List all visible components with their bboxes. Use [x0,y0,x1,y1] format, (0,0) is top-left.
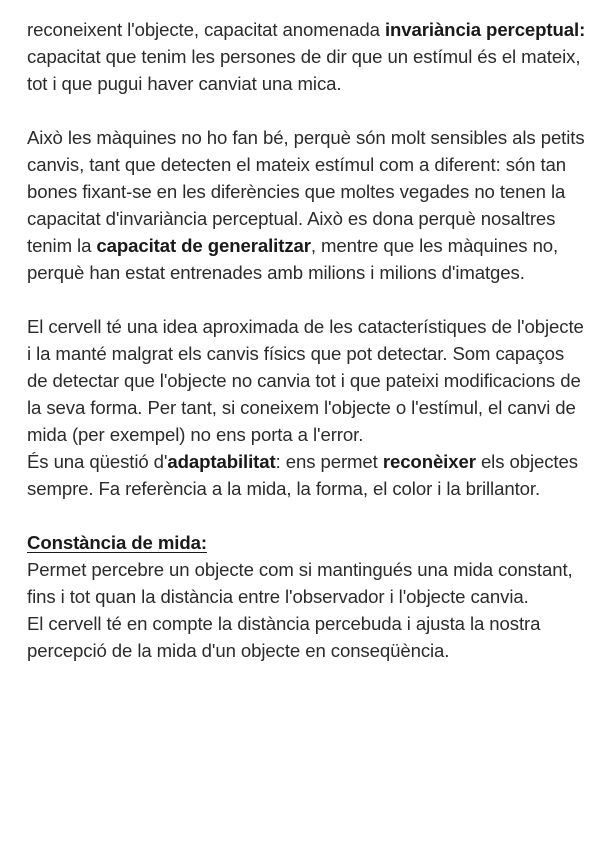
paragraph-adaptability [27,448,587,502]
bold-term-invariance: invariància perceptual: [384,19,586,40]
text-run: És una qüestió d' [27,451,168,472]
paragraph-invariance [27,16,587,97]
paragraph-machines [27,124,587,286]
paragraph-distance: El cervell té en compte la distància percebuda i ajusta la nostra percepció de la mida d'un objecte en conseqüència. [27,613,541,661]
paragraph-size-constancy: Permet percebre un objecte com si mantingués una mida constant, fins i tot quan la distància entre l'observador i l'objecte canvia. [27,559,573,607]
text-run: Això les màquines no ho fan bé, perquè són molt sensibles als petits canvis, tant que detecten el mateix estímul com a diferent: són tan bones fixant-se en les diferències que moltes vegades no tenen la capacitat d'invariància perceptual. Això es dona perquè nosaltres tenim la [27,127,585,256]
text-run: reconeixent l'objecte, capacitat anomenada [27,19,385,40]
section-heading: Constància de mida: [27,532,207,553]
bold-term-generalize: capacitat de generalitzar [96,235,311,256]
text-run: els objectes sempre. Fa referència a la mida, la forma, el color i la brillantor. [27,451,578,499]
bold-term-recognize: reconèixer [382,451,476,472]
text-run: , mentre que les màquines no, perquè han estat entrenades amb milions i milions d'imatges. [27,235,559,283]
paragraph-brain: El cervell té una idea aproximada de les catacterístiques de l'objecte i la manté malgrat els canvis físics que pot detectar. Som capaços de detectar que l'objecte no canvia tot i que pateixi modificacions de la seva forma. Per tant, si coneixem l'objecte o l'estímul, el canvi de mida (per exempel) no ens porta a l'error. [27,316,584,445]
text-run: : ens permet [275,451,383,472]
text-run: capacitat que tenim les persones de dir que un estímul és el mateix, tot i que pugui haver canviat una mica. [27,46,581,94]
bold-term-adaptability: adaptabilitat [167,451,276,472]
document-page [27,16,587,664]
